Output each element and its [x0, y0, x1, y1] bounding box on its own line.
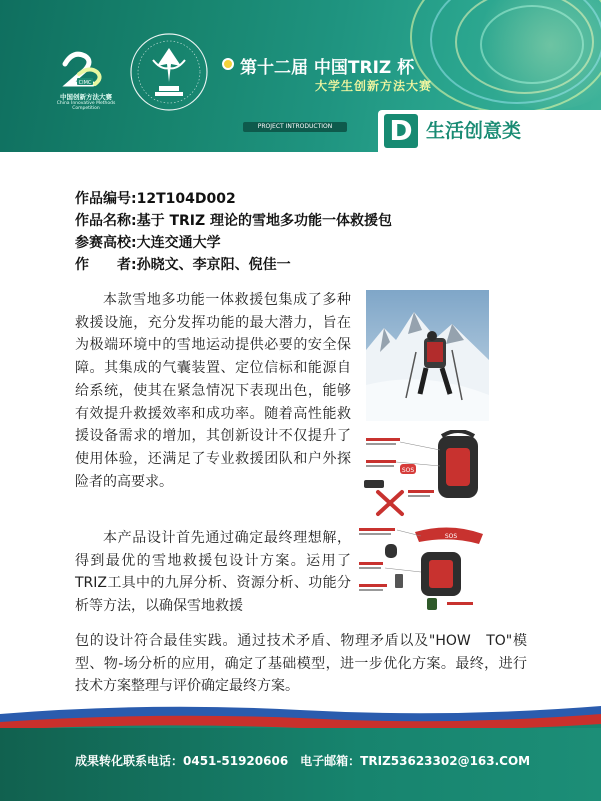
- logo-caption-cn: 中国创新方法大赛: [60, 93, 112, 101]
- project-meta: [75, 188, 392, 276]
- svg-text:CIMC: CIMC: [78, 80, 92, 86]
- competition-subtitle: 大学生创新方法大赛: [315, 79, 433, 93]
- competition-title: 第十二届 中国TRIZ 杯: [240, 58, 415, 78]
- airbag-rescue-diagram: [355, 522, 490, 614]
- decorative-swirl: [480, 5, 584, 84]
- mountaineer-photo: [366, 290, 489, 421]
- sos-label: SOS: [401, 467, 415, 474]
- project-authors: 作 者:孙晓文、李京阳、倪佳一: [75, 257, 291, 273]
- sos-airbag-label: SOS: [444, 533, 458, 540]
- project-intro-label: PROJECT INTRODUCTION: [257, 123, 333, 130]
- footer-contact: 成果转化联系电话：0451-51920606 电子邮箱：TRIZ53623302@163.COM: [75, 754, 531, 768]
- cimc-logo: [55, 44, 111, 100]
- backpack-function-diagram: [360, 430, 492, 520]
- header-banner: [0, 0, 601, 152]
- description-paragraph-3: 包的设计符合最佳实践。通过技术矛盾、物理矛盾以及"HOW TO"模型、物-场分析的应用，确定了基础模型，进一步优化方案。最终，进行技术方案整理与评价确定最终方案。: [75, 633, 527, 695]
- description-paragraph-1: 本款雪地多功能一体救援包集成了多种救援设施，充分发挥功能的最大潜力，旨在为极端环境中的雪地运动提供必要的安全保障。其集成的气囊装置、定位信标和能源自给系统，使其在紧急情况下表现出色，能够有效提升救援效率和成功率。随着高性能救援设备需求的增加，其创新设计不仅提升了使用体验，还满足了专业救援团队和户外探险者的高要求。: [75, 292, 351, 490]
- triz-cup-emblem: [127, 30, 211, 114]
- project-name: 作品名称:基于 TRIZ 理论的雪地多功能一体救援包: [75, 213, 393, 229]
- title-bullet-icon: [222, 58, 234, 70]
- category-name: 生活创意类: [426, 120, 522, 142]
- project-id: 作品编号:12T104D002: [75, 191, 236, 207]
- logo-caption: [46, 94, 126, 111]
- category-letter: D: [384, 114, 418, 148]
- logo-caption-en: China Innovative Methods Competition: [56, 101, 116, 111]
- project-school: 参赛高校:大连交通大学: [75, 235, 221, 251]
- description-paragraph-2: 本产品设计首先通过确定最终理想解，得到最优的雪地救援包设计方案。运用了TRIZ工具中的九屏分析、资源分析、功能分析等方法，以确保雪地救援: [75, 530, 351, 615]
